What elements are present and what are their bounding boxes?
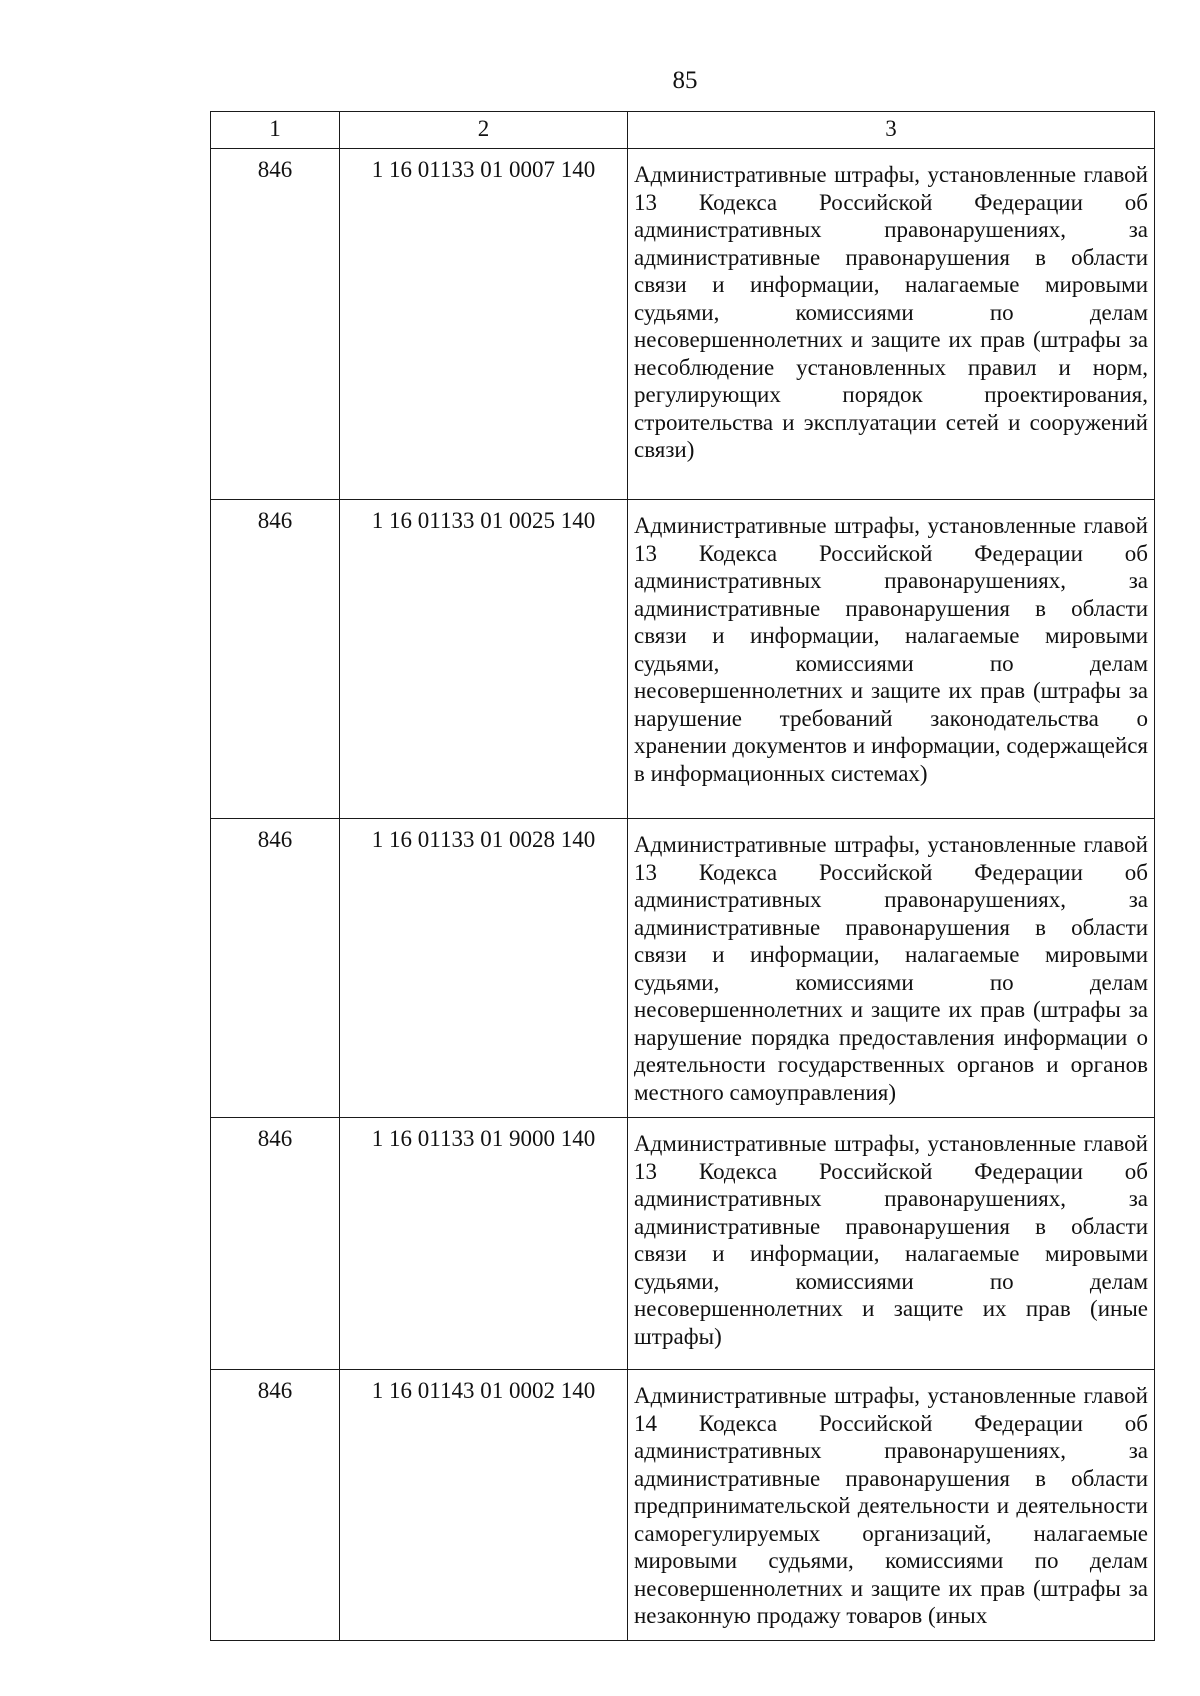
description-cell: Административные штрафы, установленные главой 13 Кодекса Российской Федерации об административных правонарушениях, за административные правонарушения в области связи и информации, налагаемые мировыми судьями, комиссиями по делам несовершеннолетних и защите их прав (штрафы за нарушение порядка предоставления информации о деятельности государственных органов и органов местного самоуправления) — [628, 819, 1155, 1118]
revenue-code-cell: 1 16 01133 01 9000 140 — [340, 1118, 628, 1370]
admin-code-cell: 846 — [211, 1370, 340, 1641]
table-row — [211, 1118, 1155, 1370]
revenue-code-cell: 1 16 01143 01 0002 140 — [340, 1370, 628, 1641]
column-header-1: 1 — [211, 112, 340, 149]
admin-code-cell: 846 — [211, 1118, 340, 1370]
admin-code-cell: 846 — [211, 500, 340, 819]
revenue-code-cell: 1 16 01133 01 0028 140 — [340, 819, 628, 1118]
description-cell: Административные штрафы, установленные главой 13 Кодекса Российской Федерации об административных правонарушениях, за административные правонарушения в области связи и информации, налагаемые мировыми судьями, комиссиями по делам несовершеннолетних и защите их прав (иные штрафы) — [628, 1118, 1155, 1370]
description-cell: Административные штрафы, установленные главой 14 Кодекса Российской Федерации об административных правонарушениях, за административные правонарушения в области предпринимательской деятельности и деятельности саморегулируемых организаций, налагаемые мировыми судьями, комиссиями по делам несовершеннолетних и защите их прав (штрафы за незаконную продажу товаров (иных — [628, 1370, 1155, 1641]
revenue-code-cell: 1 16 01133 01 0007 140 — [340, 149, 628, 500]
page-number: 85 — [672, 67, 698, 94]
table-row — [211, 500, 1155, 819]
table-header-row — [211, 112, 1155, 149]
admin-code-cell: 846 — [211, 149, 340, 500]
revenue-codes-table — [210, 111, 1155, 1641]
admin-code-cell: 846 — [211, 819, 340, 1118]
column-header-2: 2 — [340, 112, 628, 149]
column-header-3: 3 — [628, 112, 1155, 149]
revenue-code-cell: 1 16 01133 01 0025 140 — [340, 500, 628, 819]
description-cell: Административные штрафы, установленные главой 13 Кодекса Российской Федерации об административных правонарушениях, за административные правонарушения в области связи и информации, налагаемые мировыми судьями, комиссиями по делам несовершеннолетних и защите их прав (штрафы за нарушение требований законодательства о хранении документов и информации, содержащейся в информационных системах) — [628, 500, 1155, 819]
table-row — [211, 149, 1155, 500]
table-row — [211, 819, 1155, 1118]
table-row — [211, 1370, 1155, 1641]
description-cell: Административные штрафы, установленные главой 13 Кодекса Российской Федерации об административных правонарушениях, за административные правонарушения в области связи и информации, налагаемые мировыми судьями, комиссиями по делам несовершеннолетних и защите их прав (штрафы за несоблюдение установленных правил и норм, регулирующих порядок проектирования, строительства и эксплуатации сетей и сооружений связи) — [628, 149, 1155, 500]
